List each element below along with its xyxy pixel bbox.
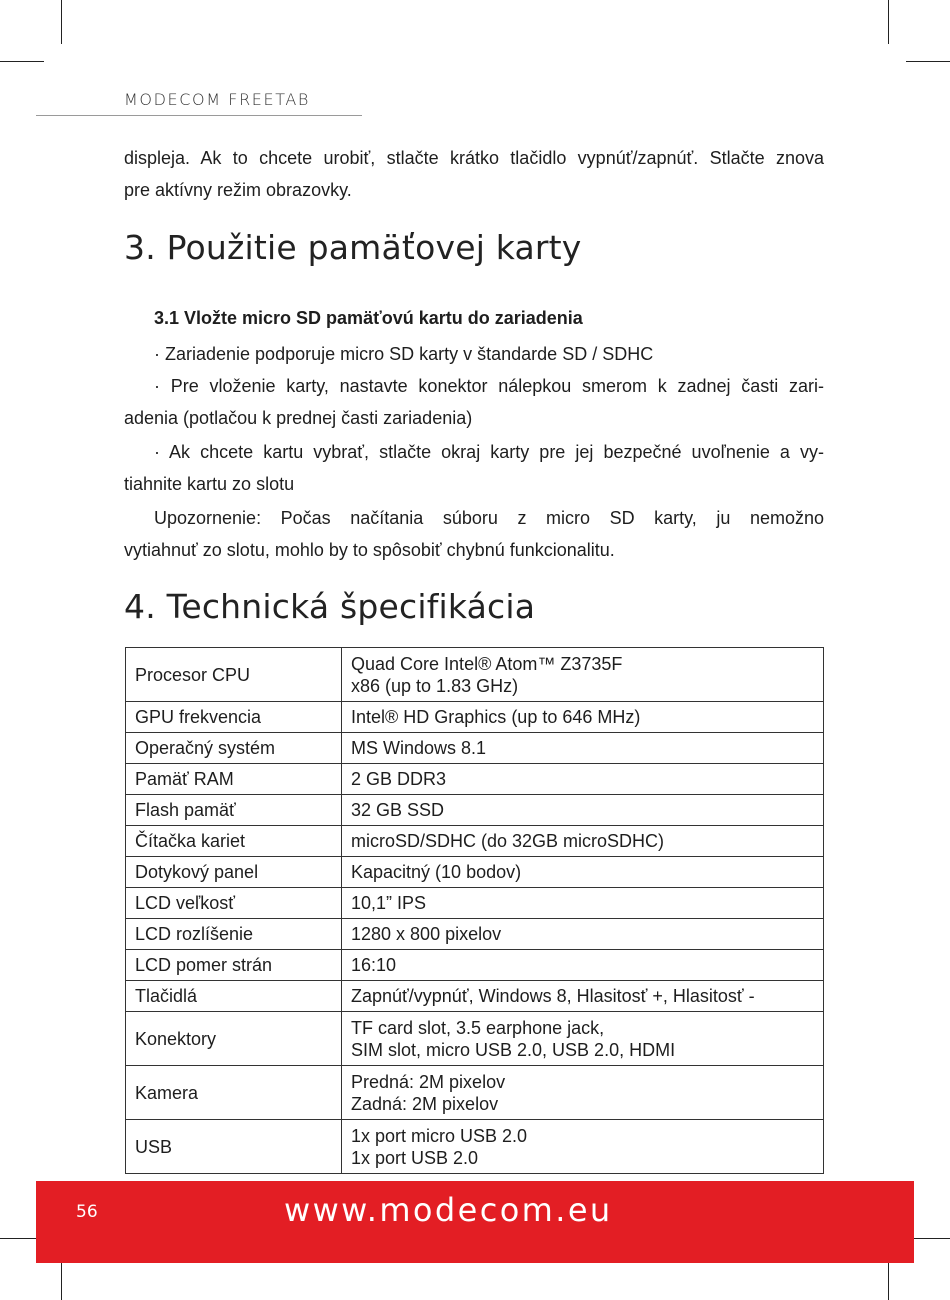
website-url: www.modecom.eu bbox=[284, 1191, 613, 1229]
spec-key: Pamäť RAM bbox=[126, 764, 342, 795]
spec-value: Kapacitný (10 bodov) bbox=[342, 857, 824, 888]
bullet-2-line-1: · Pre vloženie karty, nastavte konektor nálepkou smerom k zadnej časti zari- bbox=[154, 376, 824, 396]
table-row bbox=[126, 919, 824, 950]
spec-key: Konektory bbox=[126, 1012, 342, 1066]
table-row bbox=[126, 1012, 824, 1066]
table-row bbox=[126, 826, 824, 857]
table-row bbox=[126, 733, 824, 764]
spec-value bbox=[342, 648, 824, 702]
spec-table bbox=[125, 647, 824, 1174]
spec-value: microSD/SDHC (do 32GB microSDHC) bbox=[342, 826, 824, 857]
table-row bbox=[126, 648, 824, 702]
bullet-3-line-2: tiahnite kartu zo slotu bbox=[124, 474, 295, 494]
spec-key: Čítačka kariet bbox=[126, 826, 342, 857]
subsection-3-1-title: 3.1 Vložte micro SD pamäťovú kartu do zariadenia bbox=[154, 308, 583, 328]
spec-value bbox=[342, 1012, 824, 1066]
crop-mark bbox=[61, 0, 62, 44]
spec-value bbox=[342, 1066, 824, 1120]
spec-key: Dotykový panel bbox=[126, 857, 342, 888]
spec-value-line: TF card slot, 3.5 earphone jack, bbox=[351, 1017, 605, 1038]
spec-value-line: Quad Core Intel® Atom™ Z3735F bbox=[351, 653, 623, 674]
section-3-title: 3. Použitie pamäťovej karty bbox=[124, 228, 582, 267]
spec-key: Tlačidlá bbox=[126, 981, 342, 1012]
spec-value: 10,1” IPS bbox=[342, 888, 824, 919]
crop-mark bbox=[906, 61, 950, 62]
table-row bbox=[126, 764, 824, 795]
bullet-3-line-1: · Ak chcete kartu vybrať, stlačte okraj karty pre jej bezpečné uvoľnenie a vy- bbox=[154, 442, 824, 462]
spec-value: 1280 x 800 pixelov bbox=[342, 919, 824, 950]
table-row bbox=[126, 857, 824, 888]
page-number: 56 bbox=[76, 1202, 98, 1222]
spec-key: LCD pomer strán bbox=[126, 950, 342, 981]
spec-value-line: SIM slot, micro USB 2.0, USB 2.0, HDMI bbox=[351, 1039, 676, 1060]
table-row bbox=[126, 1120, 824, 1174]
spec-value-line: 1x port USB 2.0 bbox=[351, 1147, 479, 1168]
table-row bbox=[126, 888, 824, 919]
spec-key: Procesor CPU bbox=[126, 648, 342, 702]
spec-value-line: 1x port micro USB 2.0 bbox=[351, 1125, 528, 1146]
brand-header: MODECOM FREETAB bbox=[124, 90, 310, 109]
spec-key: LCD rozlíšenie bbox=[126, 919, 342, 950]
spec-value: 32 GB SSD bbox=[342, 795, 824, 826]
warning-line-1: Upozornenie: Počas načítania súboru z micro SD karty, ju nemožno bbox=[154, 508, 824, 528]
spec-value: Zapnúť/vypnúť, Windows 8, Hlasitosť +, Hlasitosť - bbox=[342, 981, 824, 1012]
crop-mark bbox=[888, 0, 889, 44]
section-4-title: 4. Technická špecifikácia bbox=[124, 587, 536, 626]
spec-key: Operačný systém bbox=[126, 733, 342, 764]
spec-key: Flash pamäť bbox=[126, 795, 342, 826]
table-row bbox=[126, 702, 824, 733]
spec-key: Kamera bbox=[126, 1066, 342, 1120]
spec-value: MS Windows 8.1 bbox=[342, 733, 824, 764]
bullet-1: · Zariadenie podporuje micro SD karty v štandarde SD / SDHC bbox=[154, 344, 654, 364]
table-row bbox=[126, 950, 824, 981]
spec-key: GPU frekvencia bbox=[126, 702, 342, 733]
table-row bbox=[126, 981, 824, 1012]
intro-line-1: displeja. Ak to chcete urobiť, stlačte krátko tlačidlo vypnúť/zapnúť. Stlačte znova bbox=[124, 148, 824, 168]
spec-value-line: Predná: 2M pixelov bbox=[351, 1071, 506, 1092]
table-row bbox=[126, 795, 824, 826]
spec-value bbox=[342, 1120, 824, 1174]
crop-mark bbox=[0, 61, 44, 62]
spec-key: USB bbox=[126, 1120, 342, 1174]
bullet-2-line-2: adenia (potlačou k prednej časti zariadenia) bbox=[124, 408, 473, 428]
intro-line-2: pre aktívny režim obrazovky. bbox=[124, 180, 352, 200]
table-row bbox=[126, 1066, 824, 1120]
spec-value-line: Zadná: 2M pixelov bbox=[351, 1093, 499, 1114]
warning-line-2: vytiahnuť zo slotu, mohlo by to spôsobiť chybnú funkcionalitu. bbox=[124, 540, 615, 560]
spec-key: LCD veľkosť bbox=[126, 888, 342, 919]
spec-value: 2 GB DDR3 bbox=[342, 764, 824, 795]
footer-bar bbox=[36, 1181, 914, 1263]
spec-value: 16:10 bbox=[342, 950, 824, 981]
spec-value-line: x86 (up to 1.83 GHz) bbox=[351, 675, 519, 696]
header-rule bbox=[36, 115, 362, 116]
spec-value: Intel® HD Graphics (up to 646 MHz) bbox=[342, 702, 824, 733]
